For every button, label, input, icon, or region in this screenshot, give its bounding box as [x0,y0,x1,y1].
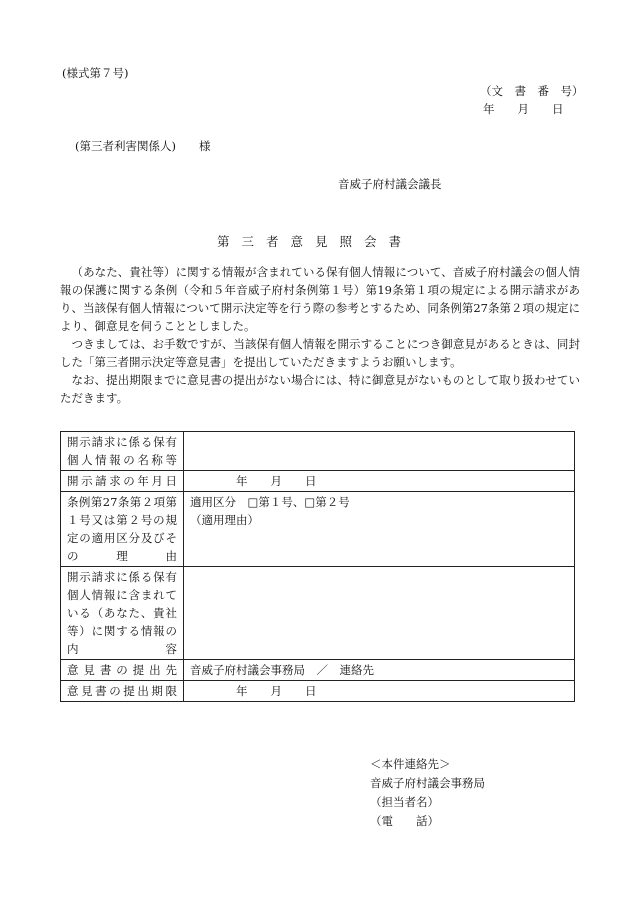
row-label-submit-to: 意見書の提出先 [61,660,184,681]
recipient: (第三者利害関係人) 様 [75,139,211,153]
table-row [61,432,575,471]
row-value-content [184,567,575,660]
table-row [61,492,575,567]
row-value-category [184,492,575,567]
document-date: 年 月 日 [483,102,564,116]
row-label-request-date: 開示請求の年月日 [61,471,184,492]
table-row [61,567,575,660]
row-label-content: 開示請求に係る保有個人情報に含まれている（あなた、貴社等）に関する情報の内容 [61,567,184,660]
sender: 音威子府村議会議長 [338,177,442,191]
row-value-info-name [184,432,575,471]
row-label-category: 条例第27条第２項第１号又は第２号の規定の適用区分及びその理由 [61,492,184,567]
row-value-deadline [184,681,575,702]
category-reason: （適用理由） [190,513,259,527]
row-value-submit-to: 音威子府村議会事務局 ／ 連絡先 [184,660,575,681]
contact-block [370,755,485,831]
body-text [60,263,580,407]
contact-office: 音威子府村議会事務局 [370,776,485,790]
paragraph-3: なお、提出期限までに意見書の提出がない場合には、特に御意見がないものとして取り扱わせていただきます。 [60,373,580,405]
deadline-value: 年 月 日 [236,684,317,698]
form-number: (様式第７号) [62,66,129,80]
paragraph-2: つきましては、お手数ですが、当該保有個人情報を開示することにつき御意見があるときは、同封した「第三者開示決定等意見書」を提出していただきますようお願いします。 [60,337,580,369]
document-number: （文 書 番 号） [480,84,584,98]
document-title: 第三者意見照会書 [216,234,413,249]
request-date-value: 年 月 日 [236,474,317,488]
row-label-info-name: 開示請求に係る保有個人情報の名称等 [61,432,184,471]
row-label-deadline: 意見書の提出期限 [61,681,184,702]
row-value-request-date [184,471,575,492]
table-row [61,681,575,702]
contact-phone: （電 話） [370,814,439,828]
paragraph-1: （あなた、貴社等）に関する情報が含まれている保有個人情報について、音威子府村議会の個人情報の保護に関する条例（令和５年音威子府村条例第１号）第19条第１項の規定による開示請求があり、当該保有個人情報について開示決定等を行う際の参考とするため、同条例第27条第２項の規定により、御意見を伺うこととしました。 [60,265,580,333]
table-row [61,471,575,492]
contact-person: （担当者名） [370,795,439,809]
info-table [60,431,575,702]
contact-heading: ＜本件連絡先＞ [370,757,451,771]
table-row [61,660,575,681]
category-options: 適用区分 □第１号、□第２号 [190,495,350,509]
